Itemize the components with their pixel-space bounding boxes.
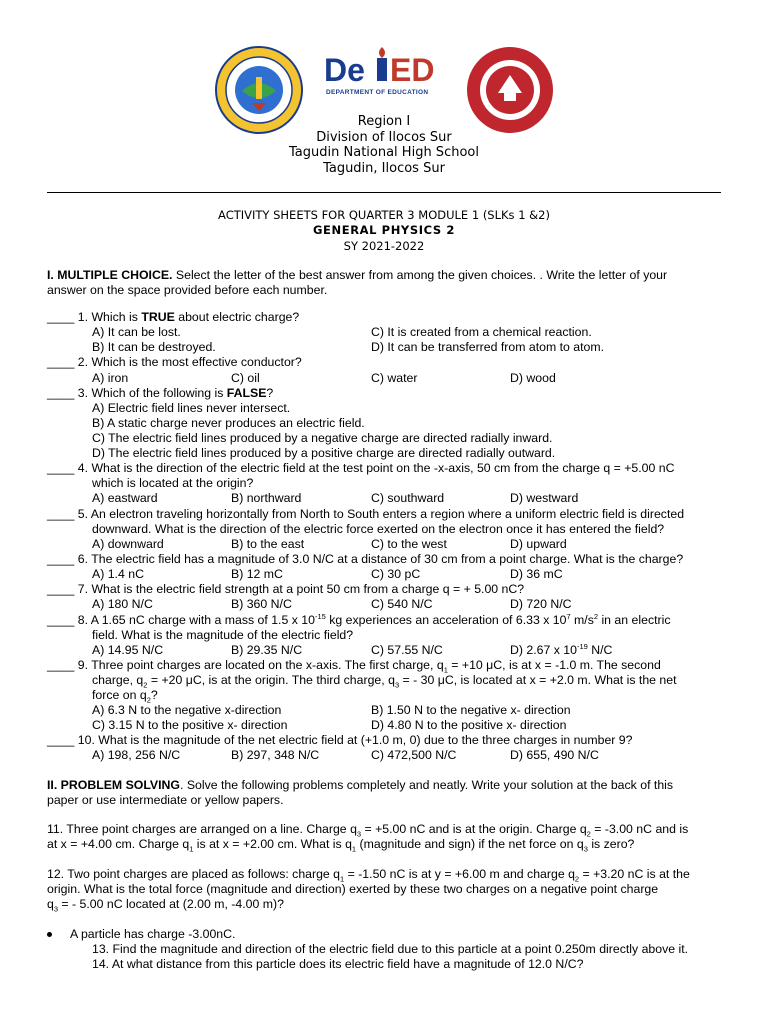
answer-blank[interactable]: ____ (47, 613, 75, 627)
q6-choice-c: C) 30 pC (371, 567, 421, 581)
problem-12-line1: 12. Two point charges are placed as follows: charge $q_1 = -1.50$ nC is at y = +6.00 m and charge $q_2 = +3.20$ nC is at the (47, 867, 690, 884)
problem-11-line2: at x = +4.00 cm. Charge $q_1$ is at x = +2.00 cm. What is $q_1$ (magnitude and sign) if the net force on $q_3$ is zero? (47, 837, 635, 854)
question-1: ____ 1. Which is TRUE about electric charge? (47, 310, 300, 324)
q6-choice-d: D) 36 mC (510, 567, 563, 581)
q6-choice-b: B) 12 mC (231, 567, 283, 581)
q8-choice-c: C) 57.55 N/C (371, 643, 443, 657)
problem-11-line1: 11. Three point charges are arranged on a line. Charge $q_3 = +5.00$ nC and is at the origin. Charge $q_2 = -3.00$ nC and is (47, 822, 689, 839)
answer-blank[interactable]: ____ (47, 386, 75, 400)
q10-choice-d: D) 655, 490 N/C (510, 748, 599, 762)
q5-choice-a: A) downward (92, 537, 164, 551)
answer-blank[interactable]: ____ (47, 355, 75, 369)
deped-logo (322, 45, 442, 105)
question-10: ____ 10. What is the magnitude of the net electric field at (+1.0 m, 0) due to the three charges in number 9? (47, 733, 633, 747)
question-4: ____ 4. What is the direction of the electric field at the test point on the -x-axis, 50 cm from the charge q = +5.00 nC (47, 461, 675, 475)
q7-choice-a: A) 180 N/C (92, 597, 153, 611)
q4-choice-b: B) northward (231, 491, 302, 505)
bullet-icon (47, 932, 52, 937)
question-5: ____ 5. An electron traveling horizontally from North to South enters a region where a uniform electric field is directed (47, 507, 685, 521)
q1-choice-b: B) It can be destroyed. (92, 340, 216, 354)
answer-blank[interactable]: ____ (47, 310, 75, 324)
answer-blank[interactable]: ____ (47, 658, 75, 672)
answer-blank[interactable]: ____ (47, 552, 75, 566)
q9-continuation-1: charge, $q_2 = +20$ μC, is at the origin. The third charge, $q_3$ = - 30 μC, is located at x = +2.0 m. What is the net (92, 673, 677, 690)
q1-choice-a: A) It can be lost. (92, 325, 181, 339)
q9-choice-b: B) 1.50 N to the negative x- direction (371, 703, 571, 717)
q4-choice-c: C) southward (371, 491, 445, 505)
q9-choice-c: C) 3.15 N to the positive x- direction (92, 718, 288, 732)
part1-instr-line2: answer on the space provided before each number. (47, 283, 328, 297)
part1-heading: I. MULTIPLE CHOICE. (47, 268, 173, 282)
answer-blank[interactable]: ____ (47, 461, 75, 475)
subject-title: GENERAL PHYSICS 2 (313, 223, 455, 237)
q3-choice-d: D) The electric field lines produced by a positive charge are directed radially outward. (92, 446, 556, 460)
header-division: Division of Ilocos Sur (316, 130, 452, 145)
q5-choice-c: C) to the west (371, 537, 447, 551)
part1-instr-line1: Select the letter of the best answer from among the given choices. . Write the letter of your (172, 268, 668, 282)
q10-choice-b: B) 297, 348 N/C (231, 748, 320, 762)
q4-continuation: which is located at the origin? (92, 476, 254, 490)
q4-choice-d: D) westward (510, 491, 579, 505)
q9-continuation-2: force on $q_2$? (92, 688, 158, 705)
problem-13: 13. Find the magnitude and direction of the electric field due to this particle at a point 0.250m directly above it. (92, 942, 689, 956)
q6-choice-a: A) 1.4 nC (92, 567, 144, 581)
problem-bullet: A particle has charge -3.00nC. (70, 927, 236, 941)
q1-choice-c: C) It is created from a chemical reaction. (371, 325, 592, 339)
problem-12-line2: origin. What is the total force (magnitude and direction) exerted by these two charges on a negative point charge (47, 882, 659, 896)
question-2: ____ 2. Which is the most effective conductor? (47, 355, 302, 369)
deped-logo-text-ed: ED (390, 52, 435, 88)
q3-choice-a: A) Electric field lines never intersect. (92, 401, 291, 415)
header-region: Region I (357, 114, 411, 129)
header-address: Tagudin, Ilocos Sur (323, 161, 445, 176)
deped-logo-subtitle: DEPARTMENT OF EDUCATION (326, 89, 429, 96)
q5-continuation: downward. What is the direction of the electric force exerted on the electron once it has entered the field? (92, 522, 665, 536)
question-8: ____ 8. A 1.65 nC charge with a mass of 1.5 x $10^{-15}$ kg experiences an acceleration of 6.33 x $10^7$ $m/s^2$ in an electric (47, 611, 671, 627)
question-7: ____ 7. What is the electric field strength at a point 50 cm from a charge q = + 5.00 nC? (47, 582, 525, 596)
answer-blank[interactable]: ____ (47, 582, 75, 596)
answer-blank[interactable]: ____ (47, 733, 75, 747)
q3-choice-c: C) The electric field lines produced by a negative charge are directed radially inward. (92, 431, 553, 445)
question-3: ____ 3. Which of the following is FALSE? (47, 386, 274, 400)
q9-choice-a: A) 6.3 N to the negative x-direction (92, 703, 282, 717)
header-school: Tagudin National High School (289, 145, 479, 160)
q8-choice-a: A) 14.95 N/C (92, 643, 164, 657)
q9-choice-d: D) 4.80 N to the positive x- direction (371, 718, 567, 732)
part2-heading: II. PROBLEM SOLVING (47, 778, 180, 792)
q7-choice-d: D) 720 N/C (510, 597, 572, 611)
q2-choice-a: A) iron (92, 371, 129, 385)
question-9: ____ 9. Three point charges are located on the x-axis. The first charge, $q_1 = +10$ μC, is at x = -1.0 m. The second (47, 658, 661, 675)
part2-instr-line2: paper or use intermediate or yellow papers. (47, 793, 284, 807)
problem-12-line3: $q_3$ = - 5.00 nC located at (2.00 m, -4.00 m)? (47, 897, 284, 914)
q1-choice-d: D) It can be transferred from atom to atom. (371, 340, 605, 354)
part1-instructions (47, 268, 667, 283)
q2-choice-d: D) wood (510, 371, 556, 385)
q4-choice-a: A) eastward (92, 491, 158, 505)
q8-choice-d: D) 2.67 x $10^{-19}$ N/C (510, 641, 613, 657)
answer-blank[interactable]: ____ (47, 507, 75, 521)
deped-logo-text-de: De (324, 52, 365, 88)
part2-instructions: II. PROBLEM SOLVING. Solve the following problems completely and neatly. Write your solution at the back of this (47, 778, 674, 792)
q2-choice-b: C) oil (231, 371, 260, 385)
q10-choice-a: A) 198, 256 N/C (92, 748, 181, 762)
activity-title: ACTIVITY SHEETS FOR QUARTER 3 MODULE 1 (SLKs 1 &2) (218, 208, 550, 222)
q5-choice-d: D) upward (510, 537, 567, 551)
q10-choice-c: C) 472,500 N/C (371, 748, 457, 762)
q8-continuation: field. What is the magnitude of the electric field? (92, 628, 354, 642)
q3-choice-b: B) A static charge never produces an electric field. (92, 416, 365, 430)
question-6: ____ 6. The electric field has a magnitude of 3.0 N/C at a distance of 30 cm from a point charge. What is the charge? (47, 552, 684, 566)
header-divider (47, 192, 721, 193)
q5-choice-b: B) to the east (231, 537, 305, 551)
q7-choice-b: B) 360 N/C (231, 597, 292, 611)
problem-14: 14. At what distance from this particle does its electric field have a magnitude of 12.0 N/C? (92, 957, 584, 971)
school-year: SY 2021-2022 (343, 239, 425, 253)
q7-choice-c: C) 540 N/C (371, 597, 433, 611)
q8-choice-b: B) 29.35 N/C (231, 643, 303, 657)
q2-choice-c: C) water (371, 371, 418, 385)
